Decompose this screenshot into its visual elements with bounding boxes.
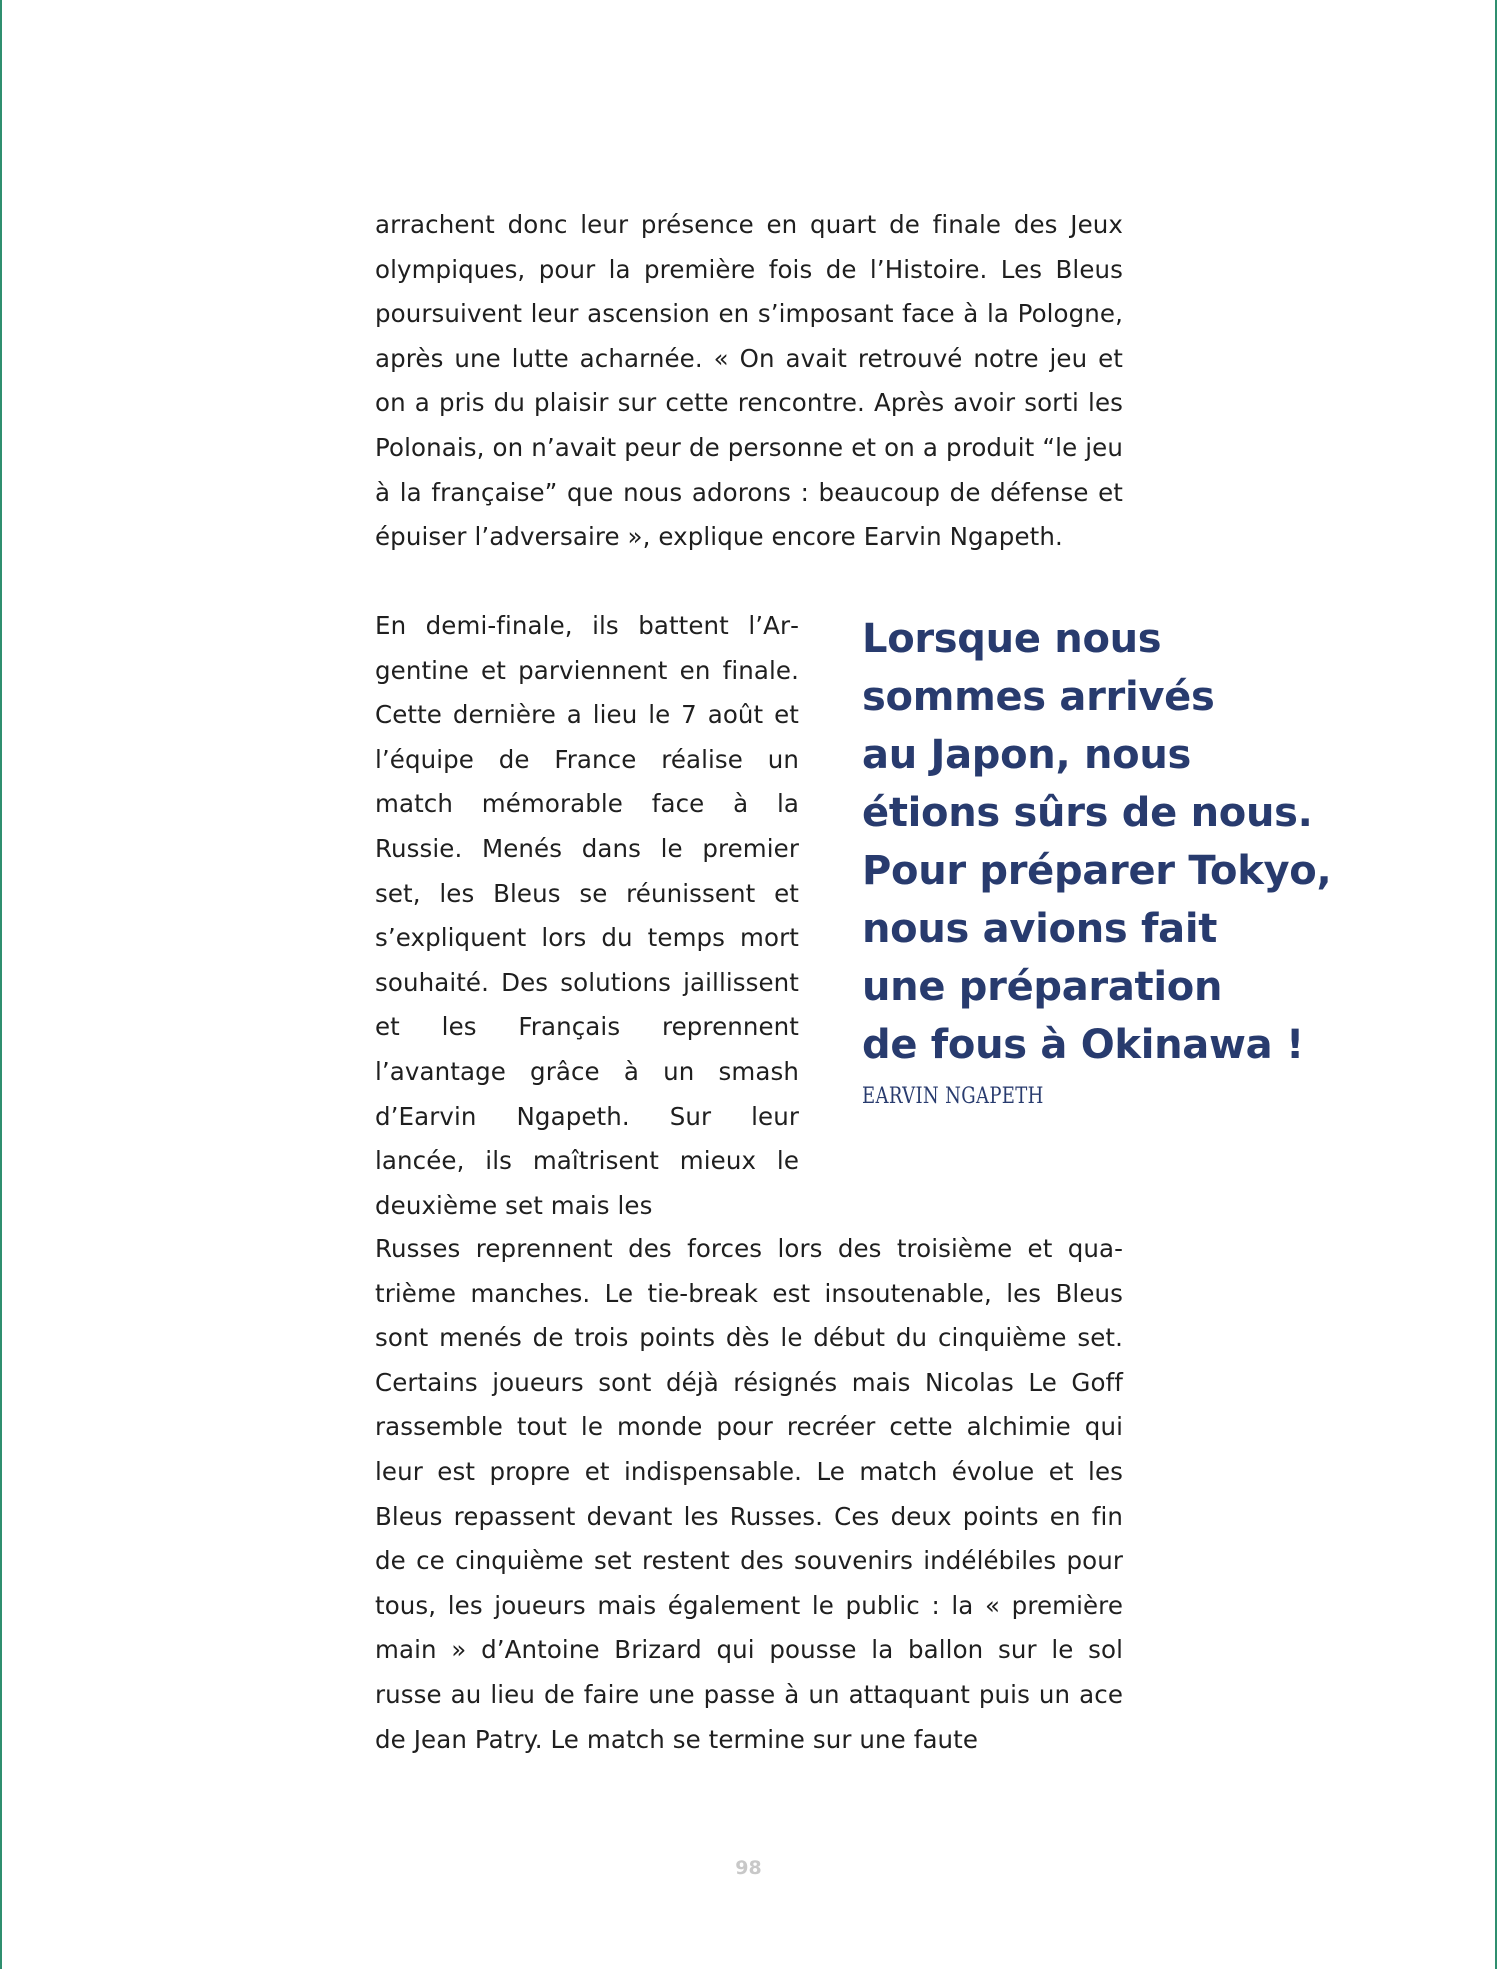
pull-quote (862, 610, 1492, 1109)
body-paragraph-top: arrachent donc leur présence en quart de finale des Jeux olympiques, pour la première fois de l’Histoire. Les Bleus poursuivent leur ascension en s’imposant face à la Pologne, après une lutte acharnée. « On avait retrouvé notre jeu et on a pris du plaisir sur cette rencontre. Après avoir sorti les Polonais, on n’avait peur de personne et on a produit “le jeu à la française” que nous adorons : beaucoup de défense et épuiser l’adversaire », explique encore Earvin Ngapeth. (375, 210, 1123, 552)
body-paragraph-middle: En demi-finale, ils battent l’Argentine et parviennent en finale. Cette dernière a lieu le 7 août et l’équipe de France réalise un match mémorable face à la Russie. Menés dans le premier set, les Bleus se réunissent et s’expliquent lors du temps mort souhaité. Des solutions jaillissent et les Français reprennent l’avantage grâce à un smash d’Earvin Ngapeth. Sur leur lancée, ils maîtrisent mieux le deuxième set mais les (375, 611, 799, 1220)
body-paragraph-bottom: Russes reprennent des forces lors des troisième et quatrième manches. Le tie-break est insoutenable, les Bleus sont menés de trois points dès le début du cinquième set. Certains joueurs sont déjà résignés mais Nicolas Le Goff rassemble tout le monde pour recréer cette alchimie qui leur est propre et indispensable. Le match évolue et les Bleus repassent devant les Russes. Ces deux points en fin de ce cinquième set restent des souvenirs indélébiles pour tous, les joueurs mais également le public : la « première main » d’Antoine Brizard qui pousse la ballon sur le sol russe au lieu de faire une passe à un attaquant puis un ace de Jean Patry. Le match se termine sur une faute (375, 1234, 1123, 1754)
page-number: 98 (735, 1857, 762, 1879)
page-edge-left (0, 0, 2, 1969)
pull-quote-author: EARVIN NGAPETH (862, 1084, 1044, 1109)
pull-quote-text: Lorsque nous sommes arrivés au Japon, nous étions sûrs de nous. Pour préparer Tokyo, nous avions fait une préparation de fous à Okinawa ! (862, 616, 1332, 1068)
